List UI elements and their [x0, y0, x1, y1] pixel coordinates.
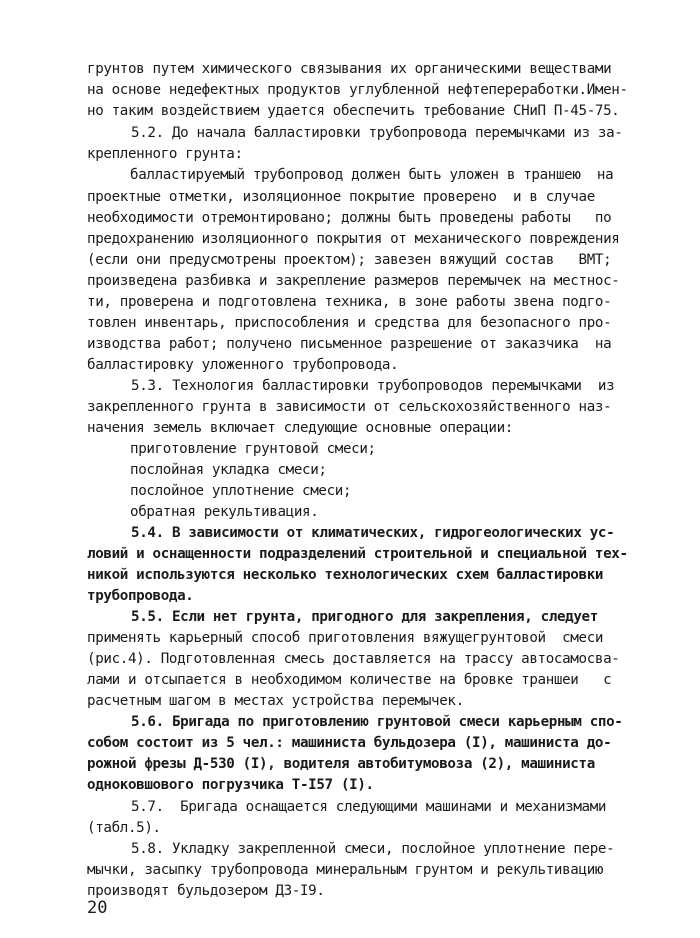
page-number: 20: [87, 898, 108, 918]
list-item: послойное уплотнение смеси;: [130, 483, 352, 499]
text-line: трубопровода.: [87, 588, 194, 604]
text-line: рожной фрезы Д-530 (I), водителя автобитумовоза (2), машиниста: [87, 756, 595, 772]
text-line: собом состоит из 5 чел.: машиниста бульдозера (I), машиниста до-: [87, 735, 612, 751]
text-line: на основе недефектных продуктов углубленной нефтепереработки.Имен-: [87, 82, 628, 98]
text-line: предохранению изоляционного покрытия от механического повреждения: [87, 231, 620, 247]
text-line: произведена разбивка и закрепление размеров перемычек на местнос-: [87, 273, 620, 289]
text-line: балластировку уложенного трубопровода.: [87, 357, 399, 373]
text-line: расчетным шагом в местах устройства перемычек.: [87, 693, 464, 709]
list-item: приготовление грунтовой смеси;: [130, 441, 376, 457]
text-line: производят бульдозером ДЗ-I9.: [87, 883, 325, 899]
text-line: но таким воздействием удается обеспечить требование СНиП П-45-75.: [87, 103, 620, 119]
text-line: применять карьерный способ приготовления вяжущегрунтовой смеси: [87, 630, 604, 646]
text-line: 5.2. До начала балластировки трубопровода перемычками из за-: [131, 125, 623, 141]
text-line: крепленного грунта:: [87, 146, 243, 162]
text-line: грунтов путем химического связывания их органическими веществами: [87, 61, 612, 77]
text-line: закрепленного грунта в зависимости от сельскохозяйственного наз-: [87, 399, 612, 415]
text-line: (табл.5).: [87, 820, 161, 836]
text-line: товлен инвентарь, приспособления и средства для безопасного про-: [87, 315, 612, 331]
text-line: 5.3. Технология балластировки трубопроводов перемычками из: [131, 378, 615, 394]
text-line: мычки, засыпку трубопровода минеральным грунтом и рекультивацию: [87, 862, 604, 878]
text-line: проектные отметки, изоляционное покрытие проверено и в случае: [87, 189, 595, 205]
text-line: ловий и оснащенности подразделений строительной и специальной тех-: [87, 546, 628, 562]
text-line: (рис.4). Подготовленная смесь доставляется на трассу автосамосва-: [87, 651, 620, 667]
text-line: начения земель включает следующие основные операции:: [87, 420, 513, 436]
text-line: 5.7. Бригада оснащается следующими машинами и механизмами: [131, 799, 607, 815]
text-line: одноковшового погрузчика Т-I57 (I).: [87, 777, 374, 793]
text-line: 5.5. Если нет грунта, пригодного для закрепления, следует: [131, 609, 598, 625]
text-line: 5.8. Укладку закрепленной смеси, послойное уплотнение пере-: [131, 841, 615, 857]
text-line: 5.6. Бригада по приготовлению грунтовой смеси карьерным спо-: [131, 714, 623, 730]
text-line: необходимости отремонтировано; должны быть проведены работы по: [87, 210, 612, 226]
list-item: обратная рекультивация.: [130, 504, 319, 520]
text-line: 5.4. В зависимости от климатических, гидрогеологических ус-: [131, 525, 615, 541]
text-line: изводства работ; получено письменное разрешение от заказчика на: [87, 336, 612, 352]
text-line: (если они предусмотрены проектом); завезен вяжущий состав ВМТ;: [87, 252, 612, 268]
list-item: послойная укладка смеси;: [130, 462, 327, 478]
text-line: никой используются несколько технологических схем балластировки: [87, 567, 604, 583]
text-line: балластируемый трубопровод должен быть уложен в траншею на: [130, 167, 614, 183]
text-line: ти, проверена и подготовлена техника, в зоне работы звена подго-: [87, 294, 612, 310]
text-line: лами и отсыпается в необходимом количестве на бровке траншеи с: [87, 672, 612, 688]
